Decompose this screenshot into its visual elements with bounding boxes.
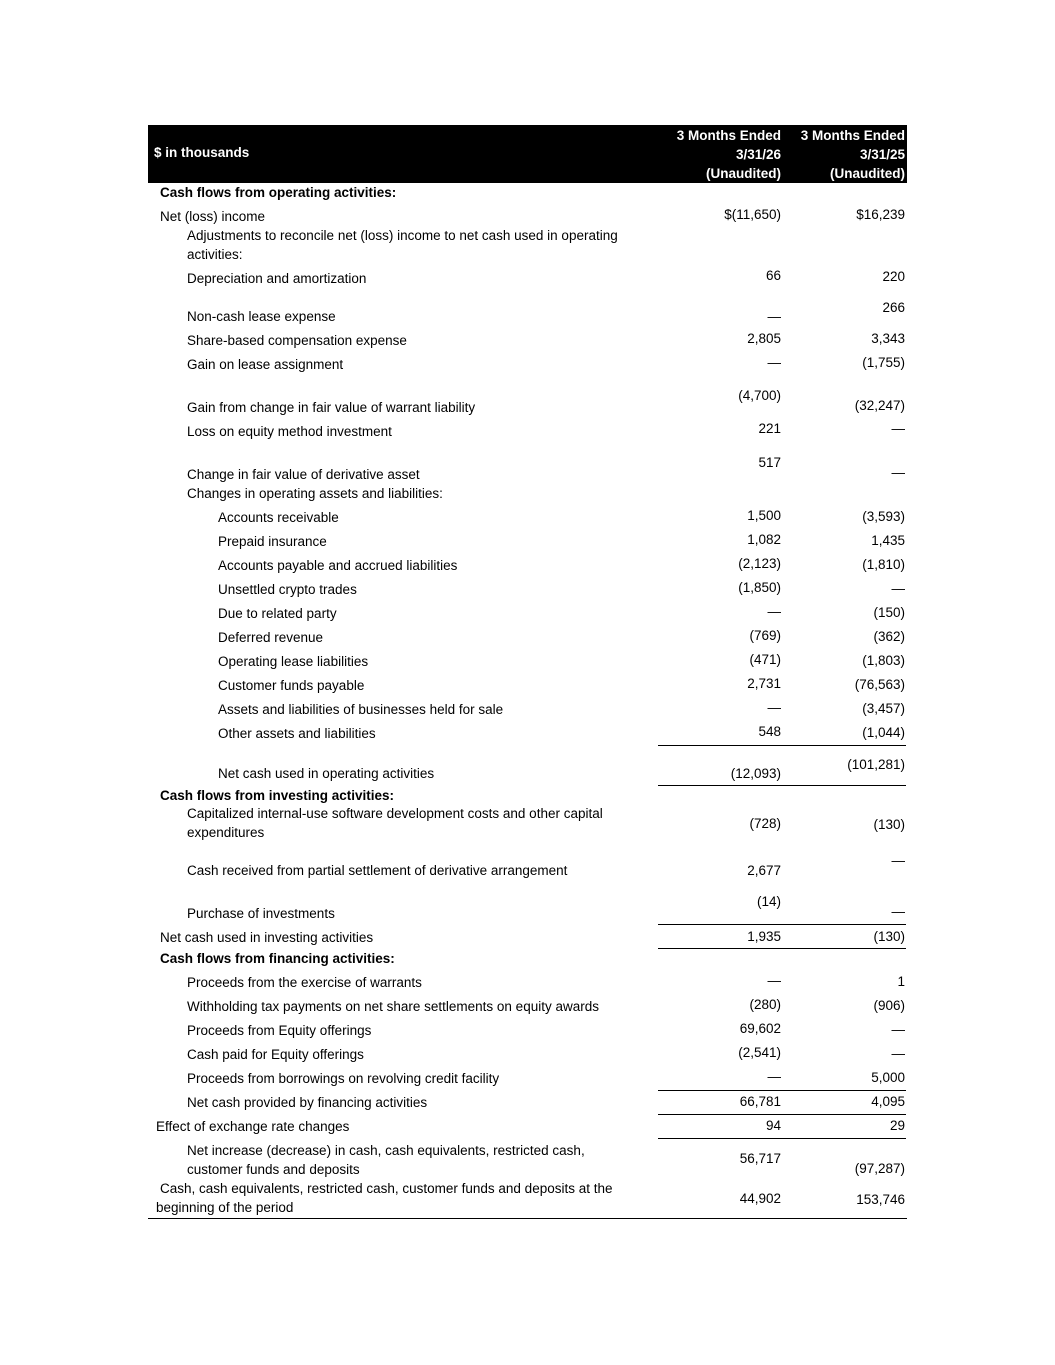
row-value-net-income-2025: $16,239: [856, 207, 905, 222]
row-label-net-change-line2: customer funds and deposits: [187, 1162, 360, 1177]
row-value-net-cash-financing-2026: 66,781: [739, 1094, 781, 1109]
row-label-net-cash-investing: Net cash used in investing activities: [160, 930, 374, 945]
row-value-deferred-revenue-2026: (769): [749, 628, 781, 643]
row-value-share-based-comp-2026: 2,805: [747, 331, 781, 346]
row-value-prepaid-insurance-2025: 1,435: [871, 533, 905, 548]
row-value-noncash-lease-2025: 266: [882, 300, 905, 315]
col1-line1: 3 Months Ended: [676, 128, 781, 143]
row-label-accounts-receivable: Accounts receivable: [218, 510, 339, 525]
row-value-unsettled-crypto-2026: (1,850): [738, 580, 781, 595]
table-header: [148, 125, 907, 183]
row-value-equity-proceeds-2026: 69,602: [739, 1021, 781, 1036]
row-label-deferred-revenue: Deferred revenue: [218, 630, 324, 645]
row-label-gain-lease-assignment: Gain on lease assignment: [187, 357, 344, 372]
row-value-net-change-2026: 56,717: [739, 1151, 781, 1166]
subtotal-rule: [658, 745, 906, 746]
row-label-accounts-payable: Accounts payable and accrued liabilities: [218, 558, 458, 573]
row-value-equity-proceeds-2025: —: [891, 1022, 905, 1037]
row-value-operating-lease-2026: (471): [749, 652, 781, 667]
row-value-equity-method-2026: 221: [758, 421, 781, 436]
row-value-depreciation-2025: 220: [882, 269, 905, 284]
row-value-warrant-liability-2026: (4,700): [738, 388, 781, 403]
row-value-deferred-revenue-2025: (362): [873, 629, 905, 644]
row-value-derivative-asset-2026: 517: [758, 455, 781, 470]
row-label-operating-lease: Operating lease liabilities: [218, 654, 369, 669]
row-label-customer-funds: Customer funds payable: [218, 678, 365, 693]
row-value-customer-funds-2025: (76,563): [854, 677, 905, 692]
row-value-held-for-sale-2025: (3,457): [862, 701, 905, 716]
row-value-exercise-warrants-2025: 1: [897, 974, 905, 989]
row-value-withholding-tax-2026: (280): [749, 997, 781, 1012]
row-value-operating-lease-2025: (1,803): [862, 653, 905, 668]
row-label-unsettled-crypto: Unsettled crypto trades: [218, 582, 357, 597]
row-value-capitalized-software-2025: (130): [873, 817, 905, 832]
table-bottom-rule: [148, 1218, 907, 1219]
row-label-beginning-line2: beginning of the period: [156, 1200, 294, 1215]
col2-line3: (Unaudited): [830, 166, 905, 181]
row-value-unsettled-crypto-2025: —: [891, 581, 905, 596]
row-label-purchase-investments: Purchase of investments: [187, 906, 335, 921]
row-value-purchase-investments-2026: (14): [756, 894, 781, 909]
row-value-noncash-lease-2026: —: [767, 309, 781, 324]
section-heading-financing: Cash flows from financing activities:: [160, 951, 395, 966]
row-label-capitalized-software-line2: expenditures: [187, 825, 265, 840]
row-value-equity-costs-2025: —: [891, 1046, 905, 1061]
row-value-withholding-tax-2025: (906): [873, 998, 905, 1013]
row-label-net-cash-operating: Net cash used in operating activities: [218, 766, 435, 781]
row-value-net-cash-financing-2025: 4,095: [871, 1094, 905, 1109]
row-label-held-for-sale: Assets and liabilities of businesses held for sale: [218, 702, 504, 717]
row-label-derivative-asset: Change in fair value of derivative asset: [187, 467, 420, 482]
row-value-derivative-settlement-2026: 2,677: [747, 863, 781, 878]
row-value-beginning-2026: 44,902: [739, 1191, 781, 1206]
row-value-equity-costs-2026: (2,541): [738, 1045, 781, 1060]
row-label-withholding-tax: Withholding tax payments on net share settlements on equity awards: [187, 999, 599, 1014]
section-heading-operating: Cash flows from operating activities:: [160, 185, 397, 200]
row-label-fx: Effect of exchange rate changes: [156, 1119, 350, 1134]
row-label-warrant-liability: Gain from change in fair value of warrant liability: [187, 400, 476, 415]
row-value-net-cash-investing-2026: 1,935: [747, 929, 781, 944]
row-label-derivative-settlement: Cash received from partial settlement of derivative arrangement: [187, 863, 568, 878]
row-value-share-based-comp-2025: 3,343: [871, 331, 905, 346]
row-value-derivative-settlement-2025: —: [891, 853, 905, 868]
row-value-depreciation-2026: 66: [765, 268, 781, 283]
total-rule: [658, 1138, 906, 1139]
row-value-net-cash-operating-2026: (12,093): [730, 766, 781, 781]
row-label-beginning-line1: Cash, cash equivalents, restricted cash, customer funds and deposits at the: [160, 1181, 613, 1196]
row-label-revolver-borrowings: Proceeds from borrowings on revolving credit facility: [187, 1071, 500, 1086]
row-value-accounts-receivable-2025: (3,593): [862, 509, 905, 524]
row-value-net-income-2026: $(11,650): [724, 207, 781, 222]
row-value-net-cash-operating-2025: (101,281): [847, 757, 905, 772]
row-value-exercise-warrants-2026: —: [767, 973, 781, 988]
subtotal-rule: [658, 924, 906, 925]
row-label-other-assets: Other assets and liabilities: [218, 726, 376, 741]
row-value-other-assets-2026: 548: [758, 724, 781, 739]
units-label: $ in thousands: [154, 145, 250, 160]
section-heading-investing: Cash flows from investing activities:: [160, 788, 395, 803]
row-value-revolver-borrowings-2026: —: [767, 1069, 781, 1084]
row-value-warrant-liability-2025: (32,247): [854, 398, 905, 413]
row-label-net-income: Net (loss) income: [160, 209, 266, 224]
row-value-purchase-investments-2025: —: [891, 904, 905, 919]
row-value-accounts-payable-2026: (2,123): [738, 556, 781, 571]
row-value-due-related-party-2026: —: [767, 604, 781, 619]
row-label-prepaid-insurance: Prepaid insurance: [218, 534, 327, 549]
row-label-noncash-lease: Non-cash lease expense: [187, 309, 336, 324]
col2-line1: 3 Months Ended: [800, 128, 905, 143]
row-value-accounts-receivable-2026: 1,500: [747, 508, 781, 523]
row-label-net-cash-financing: Net cash provided by financing activities: [187, 1095, 428, 1110]
subtotal-rule: [658, 1090, 906, 1091]
row-label-equity-costs: Cash paid for Equity offerings: [187, 1047, 364, 1062]
row-label-capitalized-software-line1: Capitalized internal-use software development costs and other capital: [187, 806, 603, 821]
row-value-gain-lease-assignment-2025: (1,755): [862, 355, 905, 370]
changes-heading: Changes in operating assets and liabilities:: [187, 486, 443, 501]
row-label-share-based-comp: Share-based compensation expense: [187, 333, 407, 348]
row-value-other-assets-2025: (1,044): [862, 725, 905, 740]
row-value-fx-2025: 29: [889, 1118, 905, 1133]
row-value-beginning-2025: 153,746: [856, 1192, 905, 1207]
column-header-3m-2026: [677, 126, 781, 183]
adjustments-heading-line2: activities:: [187, 247, 243, 262]
row-label-equity-proceeds: Proceeds from Equity offerings: [187, 1023, 372, 1038]
col2-line2: 3/31/25: [859, 147, 905, 162]
total-rule: [658, 948, 906, 949]
col1-line2: 3/31/26: [735, 147, 781, 162]
row-value-due-related-party-2025: (150): [873, 605, 905, 620]
total-rule: [658, 785, 906, 786]
row-label-depreciation: Depreciation and amortization: [187, 271, 367, 286]
row-value-customer-funds-2026: 2,731: [747, 676, 781, 691]
row-value-revolver-borrowings-2025: 5,000: [871, 1070, 905, 1085]
row-value-derivative-asset-2025: —: [891, 465, 905, 480]
row-label-due-related-party: Due to related party: [218, 606, 337, 621]
row-value-net-change-2025: (97,287): [854, 1161, 905, 1176]
row-value-equity-method-2025: —: [891, 421, 905, 436]
column-header-3m-2025: [801, 126, 905, 183]
total-rule: [658, 1114, 906, 1115]
col1-line3: (Unaudited): [706, 166, 781, 181]
row-value-prepaid-insurance-2026: 1,082: [747, 532, 781, 547]
row-label-equity-method: Loss on equity method investment: [187, 424, 392, 439]
row-value-gain-lease-assignment-2026: —: [767, 355, 781, 370]
row-value-net-cash-investing-2025: (130): [873, 929, 905, 944]
row-value-fx-2026: 94: [765, 1118, 781, 1133]
adjustments-heading-line1: Adjustments to reconcile net (loss) income to net cash used in operating: [187, 228, 618, 243]
row-label-exercise-warrants: Proceeds from the exercise of warrants: [187, 975, 422, 990]
row-value-held-for-sale-2026: —: [767, 700, 781, 715]
row-value-accounts-payable-2025: (1,810): [862, 557, 905, 572]
row-label-net-change-line1: Net increase (decrease) in cash, cash equivalents, restricted cash,: [187, 1143, 585, 1158]
row-value-capitalized-software-2026: (728): [749, 816, 781, 831]
